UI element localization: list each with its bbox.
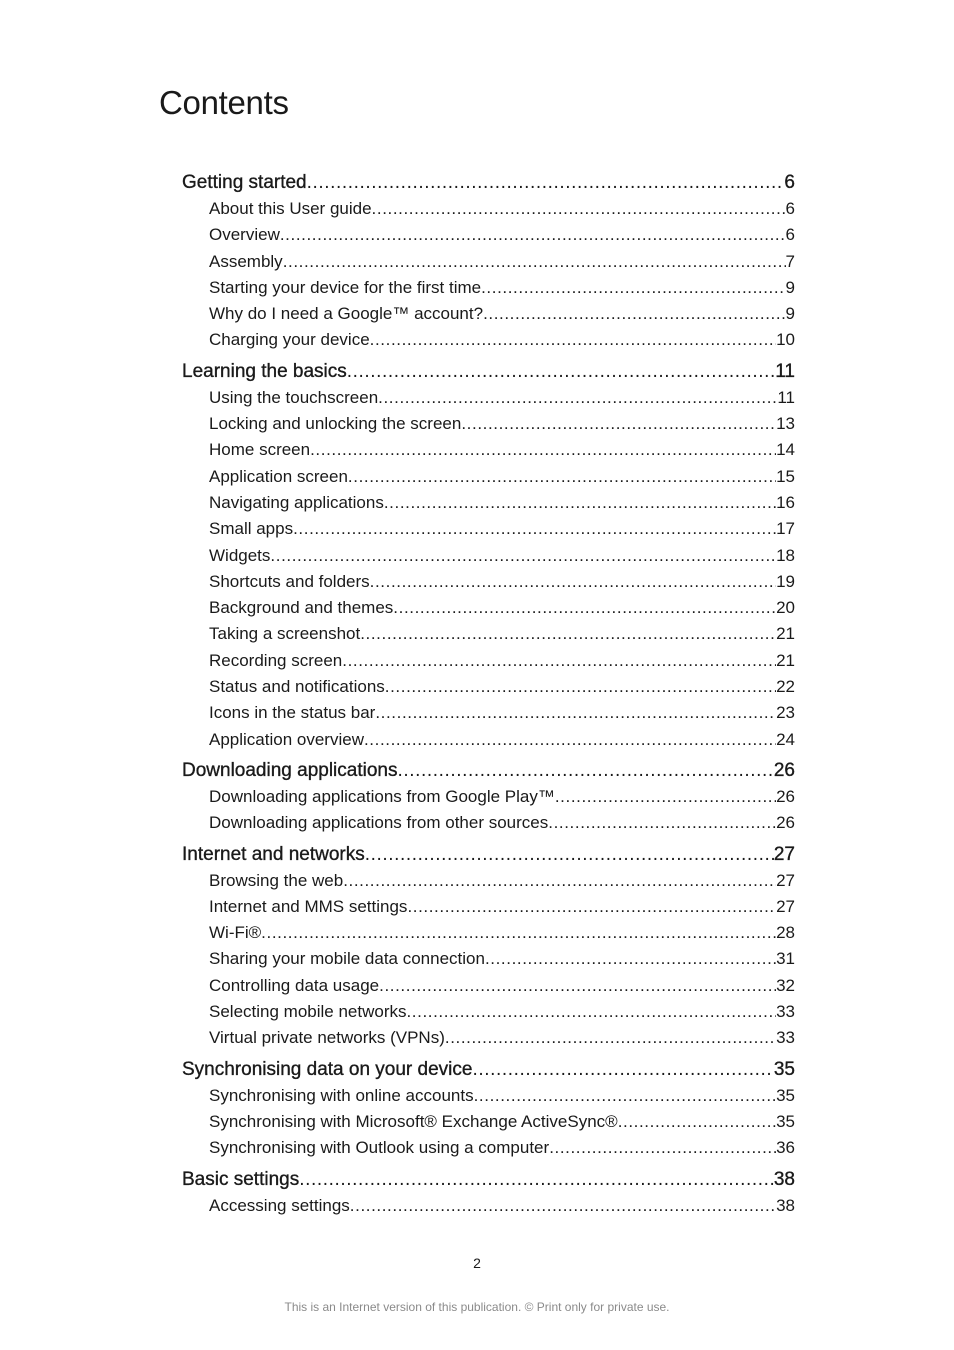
dot-leader [397,758,773,784]
toc-entry-page: 9 [785,304,795,324]
toc-entry[interactable] [209,385,795,411]
dot-leader [378,385,777,411]
toc-entry-page: 21 [776,650,795,670]
toc-entry-page: 22 [776,677,795,697]
toc-section-heading-label: Synchronising data on your device [182,1058,473,1080]
toc-entry-page: 10 [776,330,795,350]
dot-leader [283,249,786,275]
toc-section [182,170,795,354]
toc-entry[interactable] [209,595,795,621]
dot-leader [461,411,776,437]
toc-section-heading-page: 26 [773,759,795,781]
dot-leader [393,595,776,621]
toc-entry-page: 31 [776,949,795,969]
toc-entry-page: 33 [776,1028,795,1048]
dot-leader [347,359,775,385]
dot-leader [293,516,776,542]
toc-entry-page: 27 [776,870,795,890]
dot-leader [261,920,776,946]
toc-entry-label: Using the touchscreen [209,387,379,407]
page-title: Contents [159,84,289,121]
toc-entry[interactable] [209,464,795,490]
dot-leader [474,1083,776,1109]
dot-leader [549,1135,776,1161]
dot-leader [365,842,774,868]
toc-entry-label: Overview [209,225,280,245]
toc-entry[interactable] [209,621,795,647]
dot-leader [548,810,776,836]
dot-leader [342,648,776,674]
toc-section-heading[interactable] [182,170,795,196]
toc-entry-page: 17 [776,519,795,539]
dot-leader [407,894,776,920]
toc-entry-label: Taking a screenshot [209,624,361,644]
dot-leader [375,700,776,726]
toc-entry[interactable] [209,301,795,327]
toc-entry-label: Charging your device [209,330,370,350]
toc-entry-page: 13 [776,414,795,434]
toc-section [182,359,795,753]
toc-section [182,1167,795,1219]
toc-entry-label: Selecting mobile networks [209,1002,407,1022]
toc-entry-label: Wi-Fi® [209,923,262,943]
dot-leader [270,543,776,569]
toc-entry[interactable] [209,1025,795,1051]
toc-entry-page: 6 [785,225,795,245]
toc-entry[interactable] [209,727,795,753]
dot-leader [370,327,776,353]
toc-entry[interactable] [209,1109,795,1135]
dot-leader [307,170,785,196]
toc-section [182,842,795,1052]
toc-entry-page: 32 [776,975,795,995]
toc-entry-label: Widgets [209,545,271,565]
toc-entry-label: Navigating applications [209,492,384,512]
toc-entry-label: Background and themes [209,598,394,618]
dot-leader [483,301,785,327]
toc-entry[interactable] [209,868,795,894]
toc-entry[interactable] [209,327,795,353]
toc-entry-page: 11 [777,387,795,407]
toc-entry-label: Controlling data usage [209,975,380,995]
toc-entry[interactable] [209,999,795,1025]
toc-section [182,758,795,837]
toc-entry-page: 21 [776,624,795,644]
toc-entry-page: 7 [785,251,795,271]
toc-section-heading-page: 27 [773,843,795,865]
toc-entry-label: Assembly [209,251,283,271]
toc-entry-page: 38 [776,1195,795,1215]
toc-entry-label: Internet and MMS settings [209,896,408,916]
toc-entry[interactable] [209,810,795,836]
toc-entry[interactable] [209,1193,795,1219]
toc-entry[interactable] [209,784,795,810]
dot-leader [299,1167,774,1193]
dot-leader [481,275,785,301]
toc-entry[interactable] [209,490,795,516]
toc-section [182,1057,795,1162]
toc-entry-label: Sharing your mobile data connection [209,949,485,969]
toc-section-heading[interactable] [182,842,795,868]
toc-entry-label: Accessing settings [209,1195,350,1215]
toc-entry-page: 16 [776,492,795,512]
toc-entry-page: 23 [776,703,795,723]
toc-entry[interactable] [209,920,795,946]
toc-entry[interactable] [209,700,795,726]
footer-note: This is an Internet version of this publication. © Print only for private use. [284,1300,670,1314]
toc-entry-label: Synchronising with online accounts [209,1085,474,1105]
dot-leader [360,621,776,647]
dot-leader [618,1109,776,1135]
dot-leader [385,674,776,700]
toc-entry-label: Starting your device for the first time [209,277,482,297]
toc-entry-page: 35 [776,1085,795,1105]
toc-section-heading-label: Getting started [182,172,307,193]
toc-section-heading[interactable] [182,1167,795,1193]
toc-section-heading-label: Downloading applications [182,759,398,781]
toc-entry-label: Downloading applications from other sources [209,813,549,833]
toc-entry[interactable] [209,516,795,542]
dot-leader [555,784,776,810]
toc-entry[interactable] [209,222,795,248]
toc-section-heading[interactable] [182,359,795,385]
toc-entry-page: 26 [776,813,795,833]
toc-entry-label: Virtual private networks (VPNs) [209,1028,445,1048]
dot-leader [379,973,776,999]
toc-entry-label: Synchronising with Microsoft® Exchange ActiveSync® [209,1111,618,1131]
toc-entry-label: Icons in the status bar [209,703,376,723]
toc-entry[interactable] [209,569,795,595]
dot-leader [348,464,776,490]
toc-entry-page: 15 [776,466,795,486]
dot-leader [370,569,776,595]
toc-entry-page: 28 [776,923,795,943]
toc-entry[interactable] [209,543,795,569]
dot-leader [350,1193,776,1219]
toc-section-heading[interactable] [182,1057,795,1083]
toc-entry[interactable] [209,275,795,301]
toc-entry-label: Application overview [209,729,364,749]
toc-entry-page: 36 [776,1138,795,1158]
toc-section-heading-label: Basic settings [182,1168,300,1190]
dot-leader [445,1025,776,1051]
toc-entry-page: 33 [776,1002,795,1022]
toc-entry-page: 19 [776,571,795,591]
toc-entry-label: About this User guide [209,199,372,218]
toc-entry[interactable] [209,196,795,222]
toc-entry[interactable] [209,1083,795,1109]
dot-leader [372,196,786,222]
toc-entry-page: 26 [776,786,795,806]
toc-section-heading-page: 6 [784,172,795,193]
toc-entry-label: Small apps [209,519,294,539]
toc-entry-page: 27 [776,896,795,916]
toc-entry-page: 20 [776,598,795,618]
toc-section-heading-page: 38 [773,1168,795,1190]
toc-entry-label: Downloading applications from Google Play™ [209,786,555,806]
toc-entry-label: Recording screen [209,650,343,670]
dot-leader [485,946,776,972]
dot-leader [280,222,786,248]
toc-section-heading-page: 35 [773,1058,795,1080]
table-of-contents [182,170,795,1224]
toc-entry-page: 18 [776,545,795,565]
dot-leader [406,999,776,1025]
page-number: 2 [473,1255,481,1271]
toc-entry-label: Home screen [209,440,311,460]
dot-leader [343,868,776,894]
toc-entry-label: Application screen [209,466,348,486]
toc-entry-page: 24 [776,729,795,749]
toc-entry[interactable] [209,249,795,275]
toc-entry-label: Synchronising with Outlook using a computer [209,1138,550,1158]
toc-entry[interactable] [209,1135,795,1161]
toc-entry-page: 14 [776,440,795,460]
toc-entry[interactable] [209,946,795,972]
toc-entry[interactable] [209,648,795,674]
dot-leader [384,490,776,516]
toc-section-heading[interactable] [182,758,795,784]
dot-leader [472,1057,773,1083]
toc-entry-label: Why do I need a Google™ account? [209,304,484,324]
toc-entry-label: Browsing the web [209,870,344,890]
toc-entry-page: 6 [785,199,795,218]
toc-entry[interactable] [209,674,795,700]
dot-leader [310,437,776,463]
toc-entry-label: Status and notifications [209,677,385,697]
toc-entry[interactable] [209,973,795,999]
toc-entry-label: Shortcuts and folders [209,571,370,591]
toc-section-heading-page: 11 [775,360,795,382]
toc-entry[interactable] [209,411,795,437]
toc-entry-page: 35 [776,1111,795,1131]
toc-entry-page: 9 [785,277,795,297]
toc-entry-label: Locking and unlocking the screen [209,414,462,434]
toc-entry[interactable] [209,437,795,463]
toc-section-heading-label: Internet and networks [182,843,365,865]
toc-section-heading-label: Learning the basics [182,360,347,382]
dot-leader [364,727,776,753]
toc-entry[interactable] [209,894,795,920]
